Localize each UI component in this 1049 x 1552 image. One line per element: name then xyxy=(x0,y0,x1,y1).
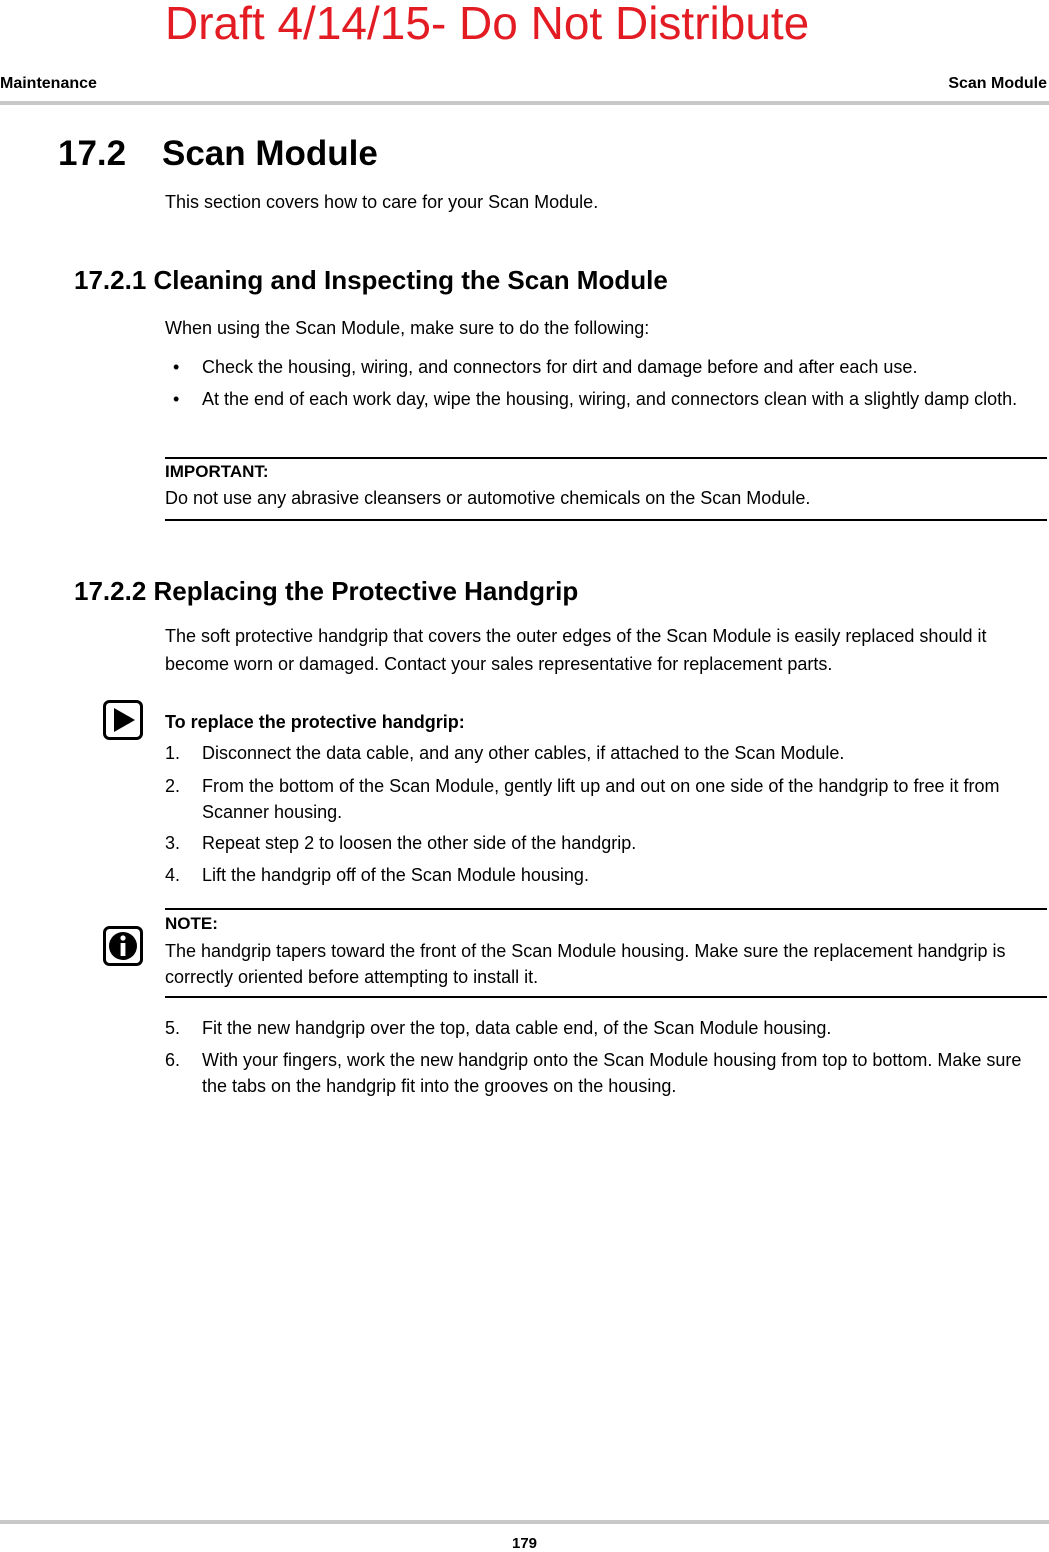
list-item: 2. From the bottom of the Scan Module, gently lift up and out on one side of the handgrip to free it from Scanner housing. xyxy=(165,776,1000,822)
header-section: Scan Module xyxy=(948,75,1047,92)
section-title: Scan Module xyxy=(162,134,378,173)
important-text: Do not use any abrasive cleansers or automotive chemicals on the Scan Module. xyxy=(165,488,811,508)
list-item: 3. Repeat step 2 to loosen the other side of the handgrip. xyxy=(165,833,637,853)
note-text: The handgrip tapers toward the front of the Scan Module housing. Make sure the replacement handgrip is correctly oriented before attempting to install it. xyxy=(165,941,1006,987)
cleaning-intro: When using the Scan Module, make sure to do the following: xyxy=(165,318,650,338)
list-item: 1. Disconnect the data cable, and any other cables, if attached to the Scan Module. xyxy=(165,743,845,763)
header-chapter: Maintenance xyxy=(0,75,97,92)
draft-watermark: Draft 4/14/15- Do Not Distribute xyxy=(165,0,810,49)
list-item: 5. Fit the new handgrip over the top, data cable end, of the Scan Module housing. xyxy=(165,1018,832,1038)
bullet-icon: • xyxy=(173,357,180,377)
info-icon xyxy=(103,926,143,966)
page-number: 179 xyxy=(511,1535,538,1552)
subsection-heading-handgrip: 17.2.2 Replacing the Protective Handgrip xyxy=(74,576,579,606)
subsection-heading-cleaning: 17.2.1 Cleaning and Inspecting the Scan Module xyxy=(74,265,668,295)
list-item: • Check the housing, wiring, and connectors for dirt and damage before and after each use. xyxy=(165,354,1045,380)
procedure-arrow-icon xyxy=(103,700,143,740)
footer-rule xyxy=(0,1520,1049,1524)
note-bottom-rule xyxy=(165,996,1047,998)
list-item: 4. Lift the handgrip off of the Scan Module housing. xyxy=(165,865,589,885)
handgrip-intro: The soft protective handgrip that covers the outer edges of the Scan Module is easily replaced should it become worn or damaged. Contact your sales representative for replacement parts. xyxy=(165,626,987,674)
important-top-rule xyxy=(165,457,1047,459)
header-rule xyxy=(0,101,1049,105)
bullet-icon: • xyxy=(173,389,180,409)
important-bottom-rule xyxy=(165,519,1047,521)
section-number: 17.2 xyxy=(58,134,127,173)
list-item: 6. With your fingers, work the new handgrip onto the Scan Module housing from top to bottom. Make sure the tabs on the handgrip fit into the grooves on the housing. xyxy=(165,1050,1022,1096)
note-label: NOTE: xyxy=(165,914,218,933)
procedure-title: To replace the protective handgrip: xyxy=(165,712,465,732)
section-heading xyxy=(58,134,378,174)
list-item: • At the end of each work day, wipe the housing, wiring, and connectors clean with a slightly damp cloth. xyxy=(165,386,1045,412)
note-top-rule xyxy=(165,908,1047,910)
important-label: IMPORTANT: xyxy=(165,462,269,481)
section-intro: This section covers how to care for your Scan Module. xyxy=(165,192,599,212)
